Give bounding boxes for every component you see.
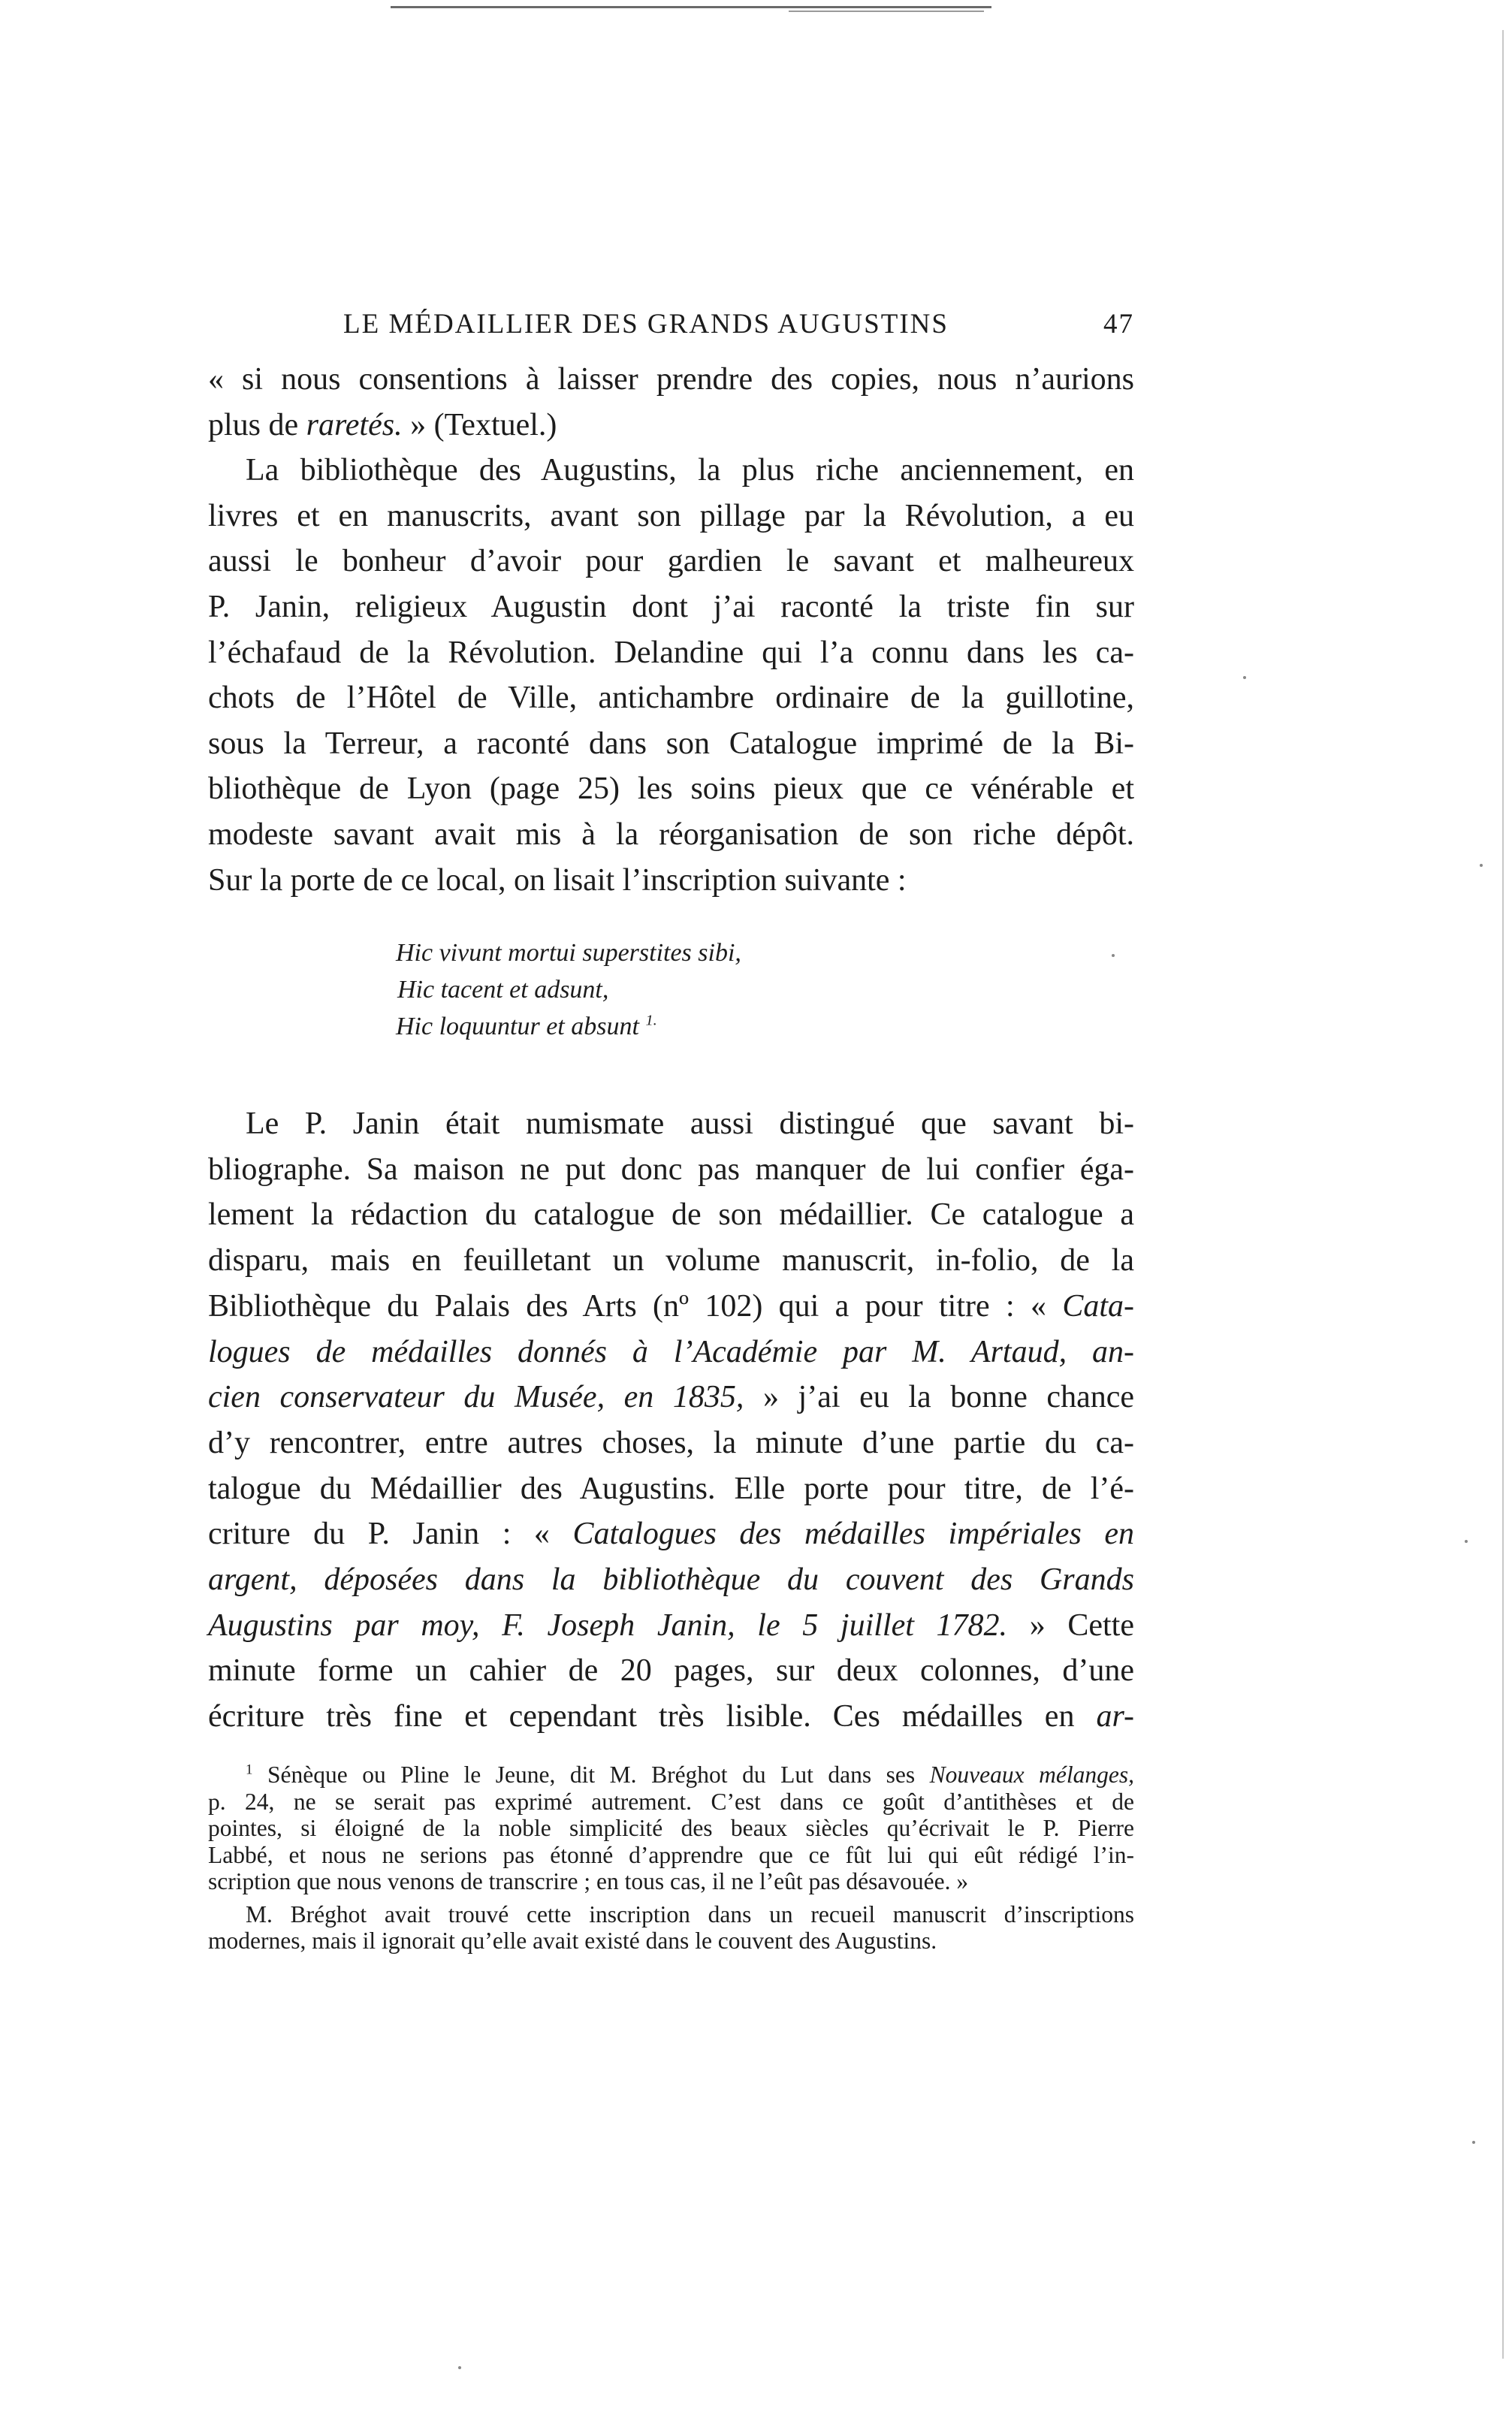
text-line <box>208 1557 1134 1603</box>
text-line: chots de l’Hôtel de Ville, antichambre ordinaire de la guillotine, <box>208 681 1134 716</box>
text-segment: Sénèque ou Pline le Jeune, dit M. Bréghot du Lut dans ses <box>252 1761 930 1788</box>
verse-line: Hic tacent et adsunt, <box>397 976 609 1004</box>
text-segment: » j’ai eu la bonne chance <box>744 1380 1134 1415</box>
text-line: sous la Terreur, a raconté dans son Catalogue imprimé de la Bi- <box>208 726 1134 761</box>
text-line <box>208 1603 1134 1649</box>
text-line: La bibliothèque des Augustins, la plus riche anciennement, en <box>246 453 1134 488</box>
paragraph-janin <box>208 1101 1134 1740</box>
page-number: 47 <box>1103 309 1134 340</box>
text-line: « si nous consentions à laisser prendre des copies, nous n’aurions <box>208 362 1134 397</box>
text-line <box>208 403 1134 448</box>
text-segment: plus de <box>208 407 306 442</box>
scan-speck <box>1243 676 1246 679</box>
italic-segment: logues de médailles donnés à l’Académie par M. Artaud, an- <box>208 1334 1134 1369</box>
scan-speck <box>1472 2141 1475 2144</box>
italic-segment: ar- <box>1096 1699 1134 1734</box>
footnote-line: modernes, mais il ignorait qu’elle avait existé dans le couvent des Augustins. <box>208 1928 937 1954</box>
text-segment: » Cette <box>1007 1608 1134 1643</box>
footnote-ref[interactable]: 1. <box>645 1012 657 1029</box>
text-segment: criture du P. Janin : « <box>208 1517 573 1552</box>
italic-segment: cien conservateur du Musée, en 1835, <box>208 1380 744 1415</box>
text-line: Le P. Janin était numismate aussi distingué que savant bi- <box>246 1106 1134 1141</box>
text-line: modeste savant avait mis à la réorganisation de son riche dépôt. <box>208 817 1134 852</box>
text-segment: écriture très fine et cependant très lisible. Ces médailles en <box>208 1699 1097 1734</box>
text-line: d’y rencontrer, entre autres choses, la minute d’une partie du ca- <box>208 1425 1134 1460</box>
scan-speck <box>1480 864 1483 867</box>
top-scan-rule-secondary <box>789 11 984 12</box>
text-line: disparu, mais en feuilletant un volume manuscrit, in-folio, de la <box>208 1243 1134 1278</box>
footnote-line: scription que nous venons de transcrire ; en tous cas, il ne l’eût pas désavouée. » <box>208 1868 969 1894</box>
text-line: minute forme un cahier de 20 pages, sur deux colonnes, d’une <box>208 1653 1134 1689</box>
text-line <box>208 1330 1134 1375</box>
footnotes <box>208 1761 1134 1955</box>
italic-segment: Augustins par moy, F. Joseph Janin, le 5 juillet 1782. <box>208 1608 1008 1643</box>
top-scan-rule <box>391 6 991 8</box>
text-line: bliothèque de Lyon (page 25) les soins pieux que ce vénérable et <box>208 771 1134 807</box>
scan-speck <box>1112 954 1115 957</box>
footnote-line: pointes, si éloigné de la noble simplicité des beaux siècles qu’écrivait le P. Pierre <box>208 1815 1134 1841</box>
text-line: bliographe. Sa maison ne put donc pas manquer de lui confier éga- <box>208 1152 1134 1187</box>
text-line: Sur la porte de ce local, on lisait l’inscription suivante : <box>208 862 907 898</box>
text-line: talogue du Médaillier des Augustins. Elle porte pour titre, de l’é- <box>208 1471 1134 1506</box>
text-line <box>208 1511 1134 1557</box>
text-line: l’échafaud de la Révolution. Delandine qui l’a connu dans les ca- <box>208 635 1134 670</box>
main-text-block <box>208 357 1134 903</box>
footnote-line: p. 24, ne se serait pas exprimé autrement. C’est dans ce goût d’antithèses et de <box>208 1788 1134 1815</box>
text-segment: Bibliothèque du Palais des Arts (nº 102) qui a pour titre : « <box>208 1288 1063 1324</box>
latin-inscription <box>396 934 1072 1045</box>
running-head-title: LE MÉDAILLIER DES GRANDS AUGUSTINS <box>343 309 949 340</box>
italic-segment: Nouveaux mélanges, <box>929 1761 1134 1788</box>
text-line <box>208 1284 1134 1330</box>
text-line: P. Janin, religieux Augustin dont j’ai raconté la triste fin sur <box>208 589 1134 624</box>
scan-speck <box>458 2366 461 2369</box>
text-line: livres et en manuscrits, avant son pillage par la Révolution, a eu <box>208 498 1134 533</box>
italic-segment: Cata- <box>1062 1288 1134 1324</box>
italic-segment: Catalogues des médailles impériales en <box>572 1517 1134 1552</box>
footnote-line: M. Bréghot avait trouvé cette inscription dans un recueil manuscrit d’inscriptions <box>246 1900 1134 1928</box>
page-edge-shadow <box>1502 30 1504 2359</box>
text-line <box>208 1694 1134 1740</box>
footnote-line: Labbé, et nous ne serions pas étonné d’apprendre que ce fût lui qui eût rédigé l’in- <box>208 1841 1134 1868</box>
italic-segment: argent, déposées dans la bibliothèque du couvent des Grands <box>208 1562 1134 1598</box>
scan-speck <box>1465 1540 1468 1543</box>
verse-line <box>396 1008 1072 1045</box>
footnote-marker: 1 <box>246 1761 253 1778</box>
text-line <box>208 1375 1134 1420</box>
text-line: aussi le bonheur d’avoir pour gardien le savant et malheureux <box>208 544 1134 579</box>
verse-line: Hic vivunt mortui superstites sibi, <box>396 939 741 967</box>
verse-text: Hic loquuntur et absunt <box>396 1013 646 1040</box>
text-segment: » (Textuel.) <box>402 407 557 442</box>
text-line: lement la rédaction du catalogue de son médaillier. Ce catalogue a <box>208 1197 1134 1233</box>
italic-segment: raretés. <box>306 407 403 442</box>
footnote-line <box>208 1761 1134 1789</box>
